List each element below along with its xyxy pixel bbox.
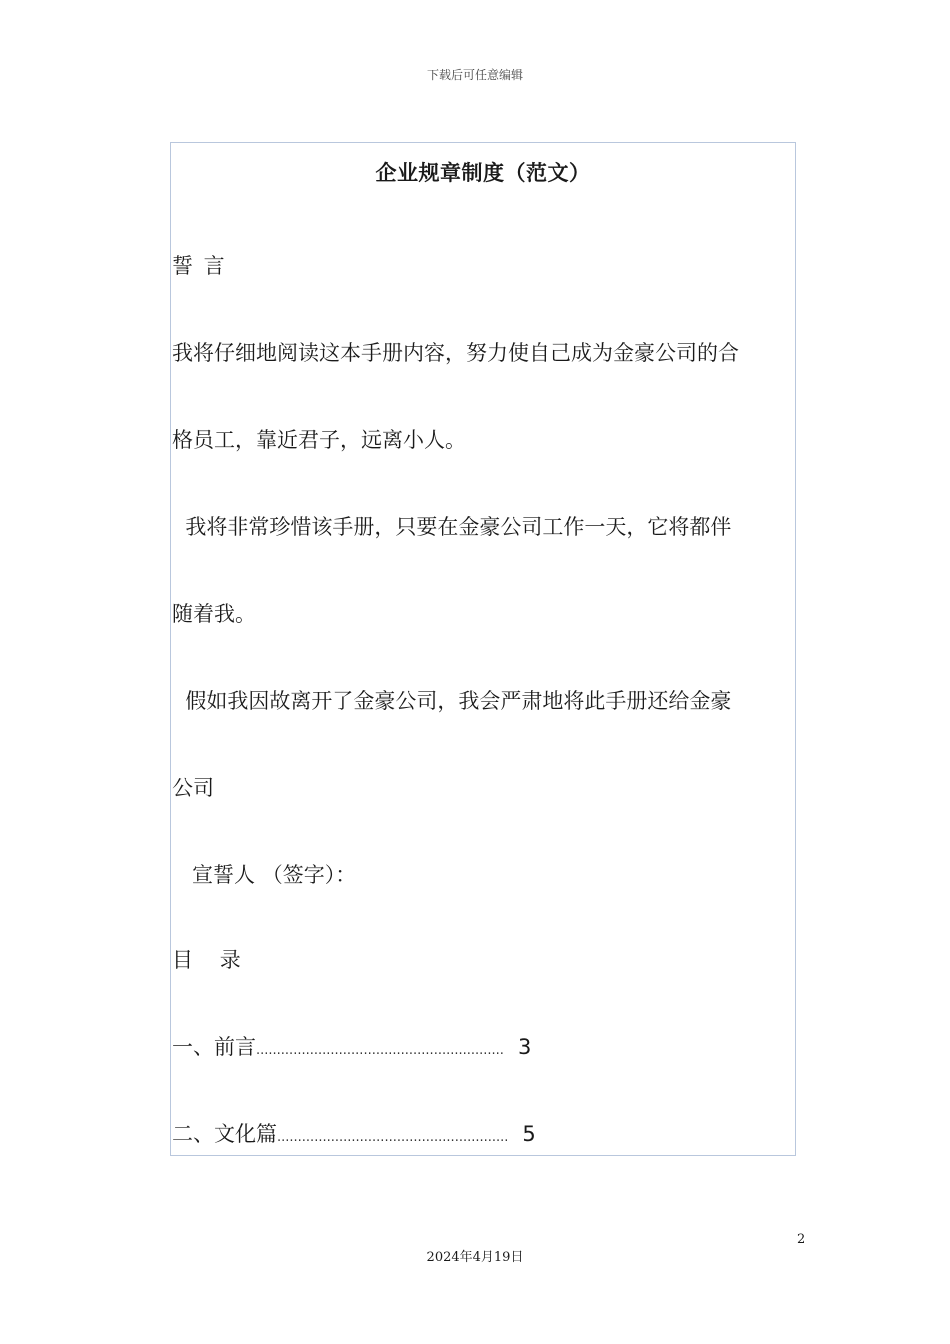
footer-date: 2024年4月19日 (426, 1250, 524, 1265)
toc-entry-label: 一、前言 (172, 1035, 256, 1059)
paragraph-line: 随着我。 (172, 602, 256, 626)
toc-heading: 目 录 (172, 948, 241, 972)
paragraph-line: 我将非常珍惜该手册，只要在金豪公司工作一天，它将都伴 (172, 515, 732, 539)
content-frame (170, 142, 796, 1156)
toc-entry[interactable] (172, 1033, 531, 1065)
toc-entry[interactable] (172, 1120, 536, 1152)
toc-entry-page: 3 (517, 1035, 532, 1059)
page-number: 2 (797, 1232, 806, 1247)
paragraph-line: 我将仔细地阅读这本手册内容，努力使自己成为金豪公司的合 (172, 341, 739, 365)
paragraph-line: 公司 (172, 776, 214, 800)
document-title: 企业规章制度（范文） (375, 161, 591, 185)
oath-heading: 誓 言 (172, 254, 227, 278)
header-note: 下载后可任意编辑 (426, 68, 523, 82)
paragraph-line: 假如我因故离开了金豪公司，我会严肃地将此手册还给金豪 (172, 689, 732, 713)
signature-line: 宣誓人 （签字）： (172, 863, 357, 887)
toc-entry-dots: ............................................................ (256, 1043, 504, 1058)
toc-entry-page: 5 (522, 1122, 536, 1146)
paragraph-line: 格员工，靠近君子，远离小人。 (172, 428, 466, 452)
toc-entry-dots: ........................................................ (277, 1130, 509, 1145)
toc-entry-label: 二、文化篇 (172, 1122, 277, 1146)
